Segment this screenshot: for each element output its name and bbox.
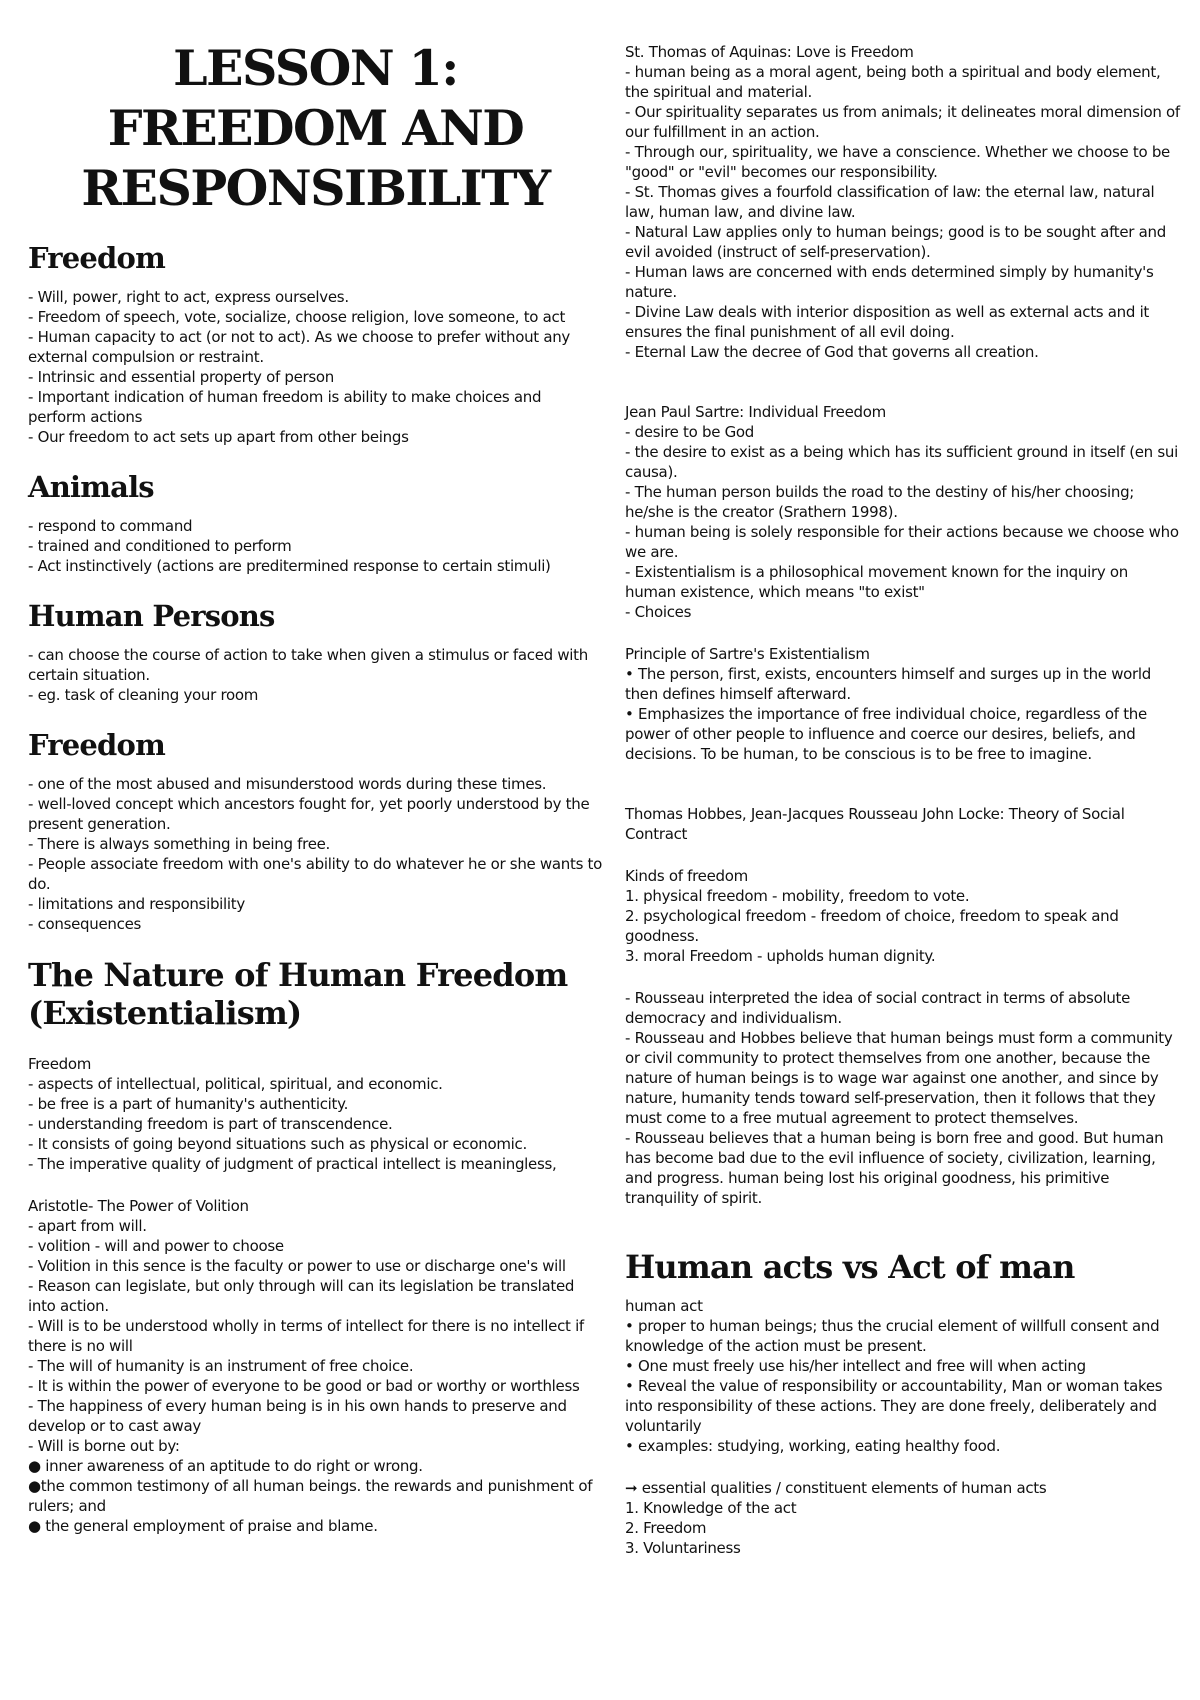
section-body: [625, 886, 1180, 966]
text-line: - There is always something in being free.: [28, 835, 331, 853]
text-line: - Rousseau interpreted the idea of social contract in terms of absolute democracy and individualism.: [625, 989, 1131, 1027]
section-human-acts: [625, 1248, 1180, 1558]
text-line: - The happiness of every human being is in his own hands to preserve and develop or to cast away: [28, 1397, 567, 1435]
section-body: [625, 664, 1180, 764]
section-body: [28, 287, 603, 447]
text-line: • Reveal the value of responsibility or accountability, Man or woman takes into responsibility of these actions. They are done freely, deliberately and voluntarily: [625, 1377, 1163, 1435]
text-line: - Freedom of speech, vote, socialize, choose religion, love someone, to act: [28, 308, 566, 326]
text-line: - Natural Law applies only to human beings; good is to be sought after and evil avoided (instruct of self-preservation).: [625, 223, 1166, 261]
section-freedom-2: [28, 727, 603, 934]
section-freedom-1: [28, 240, 603, 447]
left-column: [28, 38, 603, 1536]
text-line: ● the general employment of praise and blame.: [28, 1517, 378, 1535]
section-subheading: Principle of Sartre's Existentialism: [625, 645, 870, 663]
section-body: [28, 774, 603, 934]
section-heading: Animals: [28, 470, 154, 504]
text-line: - Eternal Law the decree of God that governs all creation.: [625, 343, 1039, 361]
section-body: [625, 988, 1180, 1208]
text-line: - be free is a part of humanity's authenticity.: [28, 1095, 349, 1113]
section-body: [625, 422, 1180, 622]
text-line: - The human person builds the road to the destiny of his/her choosing; he/she is the creator (Srathern 1998).: [625, 483, 1135, 521]
text-line: ● inner awareness of an aptitude to do right or wrong.: [28, 1457, 423, 1475]
section-subheading: Aristotle- The Power of Volition: [28, 1197, 249, 1215]
text-line: - human being is solely responsible for their actions because we choose who we are.: [625, 523, 1179, 561]
text-line: - Divine Law deals with interior disposition as well as external acts and it ensures the final punishment of all evil doing.: [625, 303, 1150, 341]
text-line: - The imperative quality of judgment of practical intellect is meaningless,: [28, 1155, 557, 1173]
section-subheading: Freedom: [28, 1055, 92, 1073]
text-line: - trained and conditioned to perform: [28, 537, 292, 555]
section-animals: [28, 469, 603, 576]
section-subheading: St. Thomas of Aquinas: Love is Freedom: [625, 43, 914, 61]
section-subheading: Jean Paul Sartre: Individual Freedom: [625, 403, 886, 421]
text-line: • examples: studying, working, eating healthy food.: [625, 1437, 1001, 1455]
section-rousseau: [625, 988, 1180, 1208]
text-line: - Will, power, right to act, express ourselves.: [28, 288, 349, 306]
text-line: - Act instinctively (actions are preditermined response to certain stimuli): [28, 557, 551, 575]
section-kinds-of-freedom: [625, 866, 1180, 966]
text-line: - The will of humanity is an instrument of free choice.: [28, 1357, 414, 1375]
section-subheading: Kinds of freedom: [625, 867, 748, 885]
text-line: - Rousseau believes that a human being is born free and good. But human has become bad due to the evil influence of society, civilization, learning, and progress. human being lost his original goodness, his primitive tranquility of spirit.: [625, 1129, 1164, 1207]
section-subheading: human act: [625, 1297, 703, 1315]
text-line: - It is within the power of everyone to be good or bad or worthy or worthless: [28, 1377, 580, 1395]
text-line: • One must freely use his/her intellect and free will when acting: [625, 1357, 1086, 1375]
section-heading: Human Persons: [28, 599, 275, 633]
section-human-persons: [28, 598, 603, 705]
text-line: - one of the most abused and misunderstood words during these times.: [28, 775, 547, 793]
text-line: - Through our, spirituality, we have a conscience. Whether we choose to be "good" or "evil" becomes our responsibility.: [625, 143, 1170, 181]
text-line: - Our freedom to act sets up apart from other beings: [28, 428, 409, 446]
text-line: - volition - will and power to choose: [28, 1237, 284, 1255]
text-line: - Volition in this sence is the faculty or power to use or discharge one's will: [28, 1257, 566, 1275]
text-line: - Human capacity to act (or not to act). As we choose to prefer without any external compulsion or restraint.: [28, 328, 571, 366]
section-body: [28, 1216, 603, 1536]
section-sartre: [625, 402, 1180, 622]
text-line: 1. physical freedom - mobility, freedom to vote.: [625, 887, 970, 905]
text-line: 1. Knowledge of the act: [625, 1499, 797, 1517]
section-body: [625, 62, 1180, 362]
text-line: 3. moral Freedom - upholds human dignity.: [625, 947, 936, 965]
text-line: 2. Freedom: [625, 1519, 707, 1537]
section-heading: Freedom: [28, 241, 165, 275]
text-line: ●the common testimony of all human beings. the rewards and punishment of rulers; and: [28, 1477, 593, 1515]
section-subheading: Thomas Hobbes, Jean-Jacques Rousseau John Locke: Theory of Social Contract: [625, 805, 1125, 843]
qualities-heading: ➞ essential qualities / constituent elements of human acts: [625, 1479, 1047, 1497]
section-heading: Human acts vs Act of man: [625, 1248, 1075, 1286]
text-line: - Choices: [625, 603, 692, 621]
text-line: • Emphasizes the importance of free individual choice, regardless of the power of other people to influence and coerce our desires, beliefs, and decisions. To be human, to be conscious is to be free to imagine.: [625, 705, 1147, 763]
section-body: [28, 516, 603, 576]
text-line: - Our spirituality separates us from animals; it delineates moral dimension of our fulfillment in an action.: [625, 103, 1180, 141]
text-line: - well-loved concept which ancestors fought for, yet poorly understood by the present generation.: [28, 795, 590, 833]
text-line: - Rousseau and Hobbes believe that human beings must form a community or civil community to protect themselves from one another, because the nature of human beings is to wage war against one another, and since by nature, humanity tends toward self-preservation, then it follows that they must come to a free mutual agreement to protect themselves.: [625, 1029, 1173, 1127]
section-body: [28, 645, 603, 705]
section-body: [28, 1074, 603, 1174]
text-line: • The person, first, exists, encounters himself and surges up in the world then defines himself afterward.: [625, 665, 1151, 703]
text-line: - St. Thomas gives a fourfold classification of law: the eternal law, natural law, human law, and divine law.: [625, 183, 1155, 221]
section-heading: Freedom: [28, 728, 165, 762]
text-line: - can choose the course of action to take when given a stimulus or faced with certain situation.: [28, 646, 588, 684]
section-sartre-principle: [625, 644, 1180, 764]
qualities-list: [625, 1498, 1180, 1558]
text-line: - consequences: [28, 915, 142, 933]
section-aristotle: [28, 1196, 603, 1536]
text-line: - Reason can legislate, but only through will can its legislation be translated into action.: [28, 1277, 575, 1315]
text-line: 3. Voluntariness: [625, 1539, 741, 1557]
text-line: 2. psychological freedom - freedom of choice, freedom to speak and goodness.: [625, 907, 1119, 945]
section-aquinas: [625, 42, 1180, 362]
right-column: [625, 42, 1180, 1558]
text-line: - limitations and responsibility: [28, 895, 245, 913]
text-line: - Human laws are concerned with ends determined simply by humanity's nature.: [625, 263, 1154, 301]
text-line: - understanding freedom is part of transcendence.: [28, 1115, 393, 1133]
text-line: - Will is to be understood wholly in terms of intellect for there is no intellect if there is no will: [28, 1317, 584, 1355]
text-line: - respond to command: [28, 517, 193, 535]
text-line: - human being as a moral agent, being both a spiritual and body element, the spiritual and material.: [625, 63, 1161, 101]
page-title: LESSON 1: FREEDOM AND RESPONSIBILITY: [81, 39, 550, 217]
text-line: - It consists of going beyond situations such as physical or economic.: [28, 1135, 527, 1153]
text-line: - People associate freedom with one's ability to do whatever he or she wants to do.: [28, 855, 603, 893]
text-line: - desire to be God: [625, 423, 755, 441]
section-body: [625, 1316, 1180, 1456]
text-line: - Intrinsic and essential property of person: [28, 368, 335, 386]
section-social-contract: [625, 804, 1180, 844]
text-line: - Will is borne out by:: [28, 1437, 180, 1455]
text-line: - eg. task of cleaning your room: [28, 686, 259, 704]
section-nature-of-freedom: [28, 956, 603, 1174]
text-line: - Existentialism is a philosophical movement known for the inquiry on human existence, which means "to exist": [625, 563, 1128, 601]
text-line: - aspects of intellectual, political, spiritual, and economic.: [28, 1075, 443, 1093]
text-line: • proper to human beings; thus the crucial element of willfull consent and knowledge of the action must be present.: [625, 1317, 1160, 1355]
section-heading: The Nature of Human Freedom (Existentialism): [28, 956, 568, 1032]
text-line: - apart from will.: [28, 1217, 147, 1235]
text-line: - Important indication of human freedom is ability to make choices and perform actions: [28, 388, 542, 426]
text-line: - the desire to exist as a being which has its sufficient ground in itself (en sui causa).: [625, 443, 1178, 481]
